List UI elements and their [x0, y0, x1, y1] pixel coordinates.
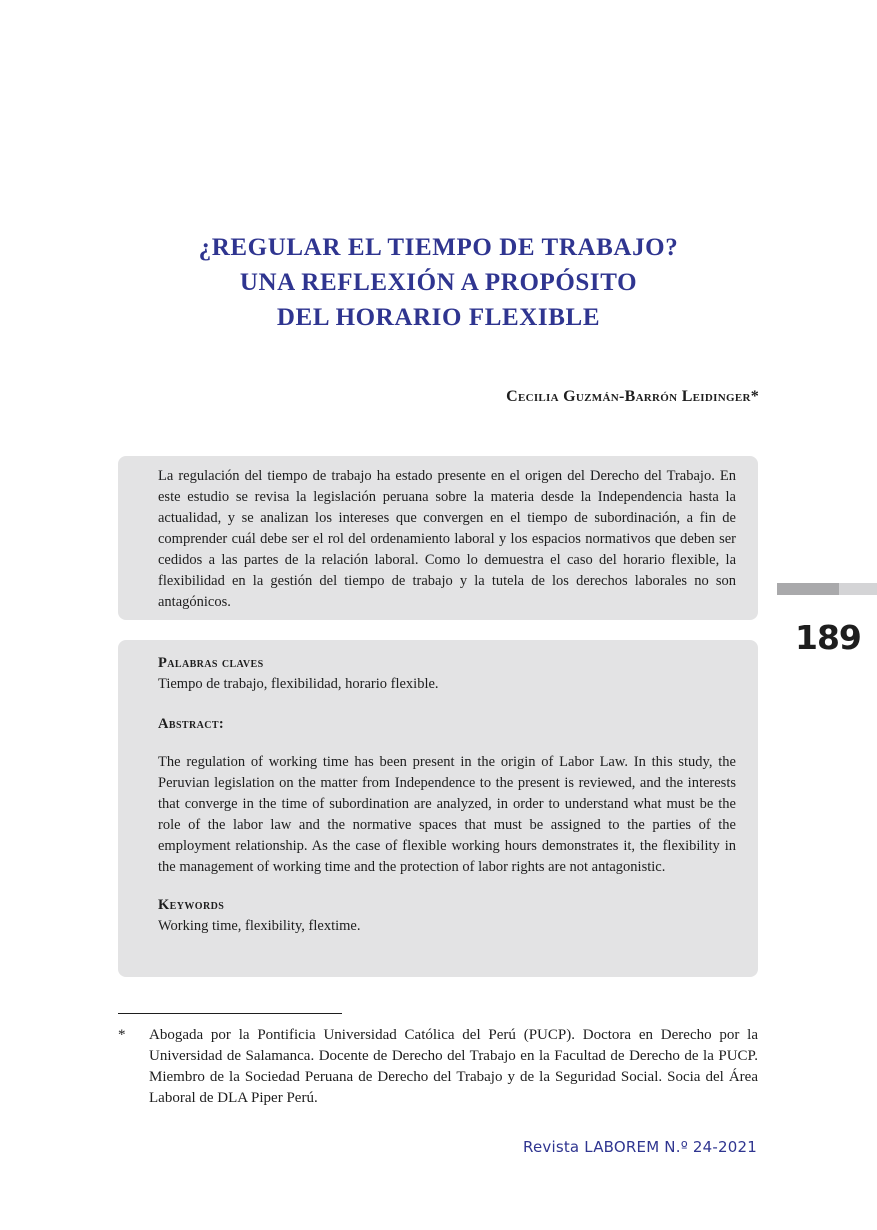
footnote-mark: *: [118, 1027, 126, 1043]
keywords-text: Working time, flexibility, flextime.: [158, 918, 361, 934]
summary-box: [118, 456, 758, 620]
footnote: [118, 1025, 758, 1109]
page-number: 189: [795, 618, 861, 657]
abstract-text: The regulation of working time has been present in the origin of Labor Law. In this study, the Peruvian legislation on the matter from Independence to the present is reviewed, and the interests that converge in the time of subordination are analyzed, in order to understand what must be the role of the labor law and the normative spaces that must be assigned to the parties of the employment relationship. As the case of flexible working hours demonstrates it, the flexibility in the management of working time and the protection of labor rights are not antagonistic.: [158, 754, 736, 875]
footnote-divider: [118, 1013, 342, 1014]
summary-text: La regulación del tiempo de trabajo ha estado presente en el origen del Derecho del Trabajo. En este estudio se revisa la legislación peruana sobre la materia desde la Independencia hasta la actualidad, y se analizan los intereses que convergen en el tiempo de subordinación, a fin de comprender cuál debe ser el rol del ordenamiento laboral y los espacios normativos que deben ser cedidos a las partes de la relación laboral. Como lo demuestra el caso del horario flexible, la flexibilidad en la gestión del tiempo de trabajo y la tutela de los derechos laborales no son antagónicos.: [158, 468, 736, 610]
palabras-claves-text: Tiempo de trabajo, flexibilidad, horario flexible.: [158, 676, 439, 692]
keywords-abstract-box: [118, 640, 758, 977]
page-tab-bar: [777, 583, 877, 595]
abstract-heading: Abstract:: [158, 716, 225, 732]
author-name: Cecilia Guzmán-Barrón Leidinger*: [506, 388, 759, 405]
title-line-1: ¿REGULAR EL TIEMPO DE TRABAJO?: [198, 234, 679, 261]
article-title: [0, 230, 877, 335]
footnote-text: Abogada por la Pontificia Universidad Católica del Perú (PUCP). Doctora en Derecho por la Universidad de Salamanca. Docente de Derecho del Trabajo en la Facultad de Derecho de la PUCP. Miembro de la Sociedad Peruana de Derecho del Trabajo y de la Seguridad Social. Socia del Área Laboral de DLA Piper Perú.: [149, 1027, 758, 1106]
palabras-claves-heading: Palabras claves: [158, 655, 264, 671]
title-line-2: UNA REFLEXIÓN A PROPÓSITO: [239, 269, 638, 296]
journal-footer: Revista LABOREM N.º 24-2021: [523, 1138, 757, 1156]
keywords-heading: Keywords: [158, 897, 225, 913]
title-line-3: DEL HORARIO FLEXIBLE: [276, 304, 601, 331]
